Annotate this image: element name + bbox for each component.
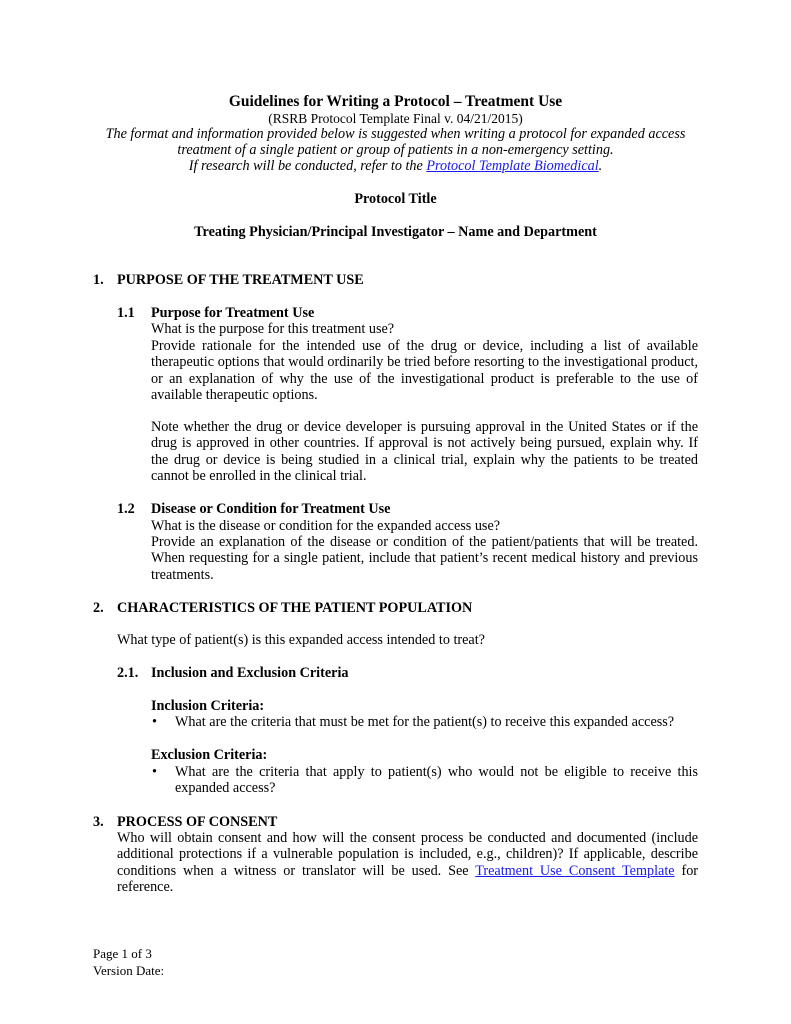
version-date: Version Date: <box>93 963 165 978</box>
section-1-heading: PURPOSE OF THE TREATMENT USE <box>117 272 364 288</box>
section-1-1-question: What is the purpose for this treatment use? <box>151 321 395 337</box>
section-2-question: What type of patient(s) is this expanded access intended to treat? <box>117 632 485 648</box>
exclusion-criteria-heading: Exclusion Criteria: <box>151 747 268 763</box>
section-1-2-heading: Disease or Condition for Treatment Use <box>151 501 391 517</box>
exclusion-criteria-item: What are the criteria that apply to patient(s) who would not be eligible to receive this expanded access? <box>175 764 698 797</box>
section-3-heading: PROCESS OF CONSENT <box>117 814 278 830</box>
section-2-1-heading: Inclusion and Exclusion Criteria <box>151 665 349 681</box>
section-3-number: 3. <box>93 814 104 830</box>
intro-line-2: treatment of a single patient or group of patients in a non-emergency setting. <box>177 142 614 158</box>
intro-line-3-end: . <box>598 158 603 174</box>
intro-line-3 <box>0 158 791 175</box>
section-1-number: 1. <box>93 272 104 288</box>
page-number: Page 1 of 3 <box>93 946 152 961</box>
section-1-1-paragraph-1: Provide rationale for the intended use of the drug or device, including a list of available therapeutic options that would ordinarily be tried before resorting to the investigational product, or an explanation of why the use of the investigational product is preferable to the use of available therapeutic options. <box>151 338 698 403</box>
exclusion-bullet-glyph: • <box>152 764 157 780</box>
inclusion-criteria-item: What are the criteria that must be met for the patient(s) to receive this expanded access? <box>175 714 675 730</box>
section-2-heading: CHARACTERISTICS OF THE PATIENT POPULATION <box>117 600 473 616</box>
protocol-template-biomedical-link[interactable]: Protocol Template Biomedical <box>426 158 599 174</box>
section-1-2-number: 1.2 <box>117 501 135 517</box>
protocol-title: Protocol Title <box>354 191 437 207</box>
section-2-number: 2. <box>93 600 104 616</box>
section-3-text-end: for reference. <box>117 862 699 895</box>
document-title: Guidelines for Writing a Protocol – Treatment Use <box>228 93 563 110</box>
section-2-1-number: 2.1. <box>117 665 139 681</box>
inclusion-criteria-heading: Inclusion Criteria: <box>151 698 265 714</box>
section-3-paragraph <box>117 830 698 895</box>
treatment-use-consent-template-link[interactable]: Treatment Use Consent Template <box>475 862 675 879</box>
intro-line-3-text: If research will be conducted, refer to the <box>188 158 427 174</box>
investigator-line: Treating Physician/Principal Investigator – Name and Department <box>194 224 597 240</box>
section-3-text: Who will obtain consent and how will the consent process be conducted and documented (include additional protections if a vulnerable population is included, e.g., children)? If applicable, describe conditions when a witness or translator will be used. See <box>117 830 698 879</box>
section-1-1-paragraph-2: Note whether the drug or device developer is pursuing approval in the United States or if the drug is approved in other countries. If approval is not actively being pursued, explain why. If the drug or device is being studied in a clinical trial, explain why the patients to be treated cannot be enrolled in the clinical trial. <box>151 419 698 484</box>
section-1-2-question: What is the disease or condition for the expanded access use? <box>151 518 501 534</box>
section-1-2-paragraph: Provide an explanation of the disease or condition of the patient/patients that will be treated. When requesting for a single patient, include that patient’s recent medical history and previous treatments. <box>151 534 698 583</box>
intro-line-1: The format and information provided below is suggested when writing a protocol for expanded access <box>105 126 686 142</box>
section-1-1-heading: Purpose for Treatment Use <box>151 305 315 321</box>
template-version: (RSRB Protocol Template Final v. 04/21/2015) <box>268 111 523 126</box>
section-1-1-number: 1.1 <box>117 305 135 321</box>
inclusion-bullet-glyph: • <box>152 714 157 730</box>
